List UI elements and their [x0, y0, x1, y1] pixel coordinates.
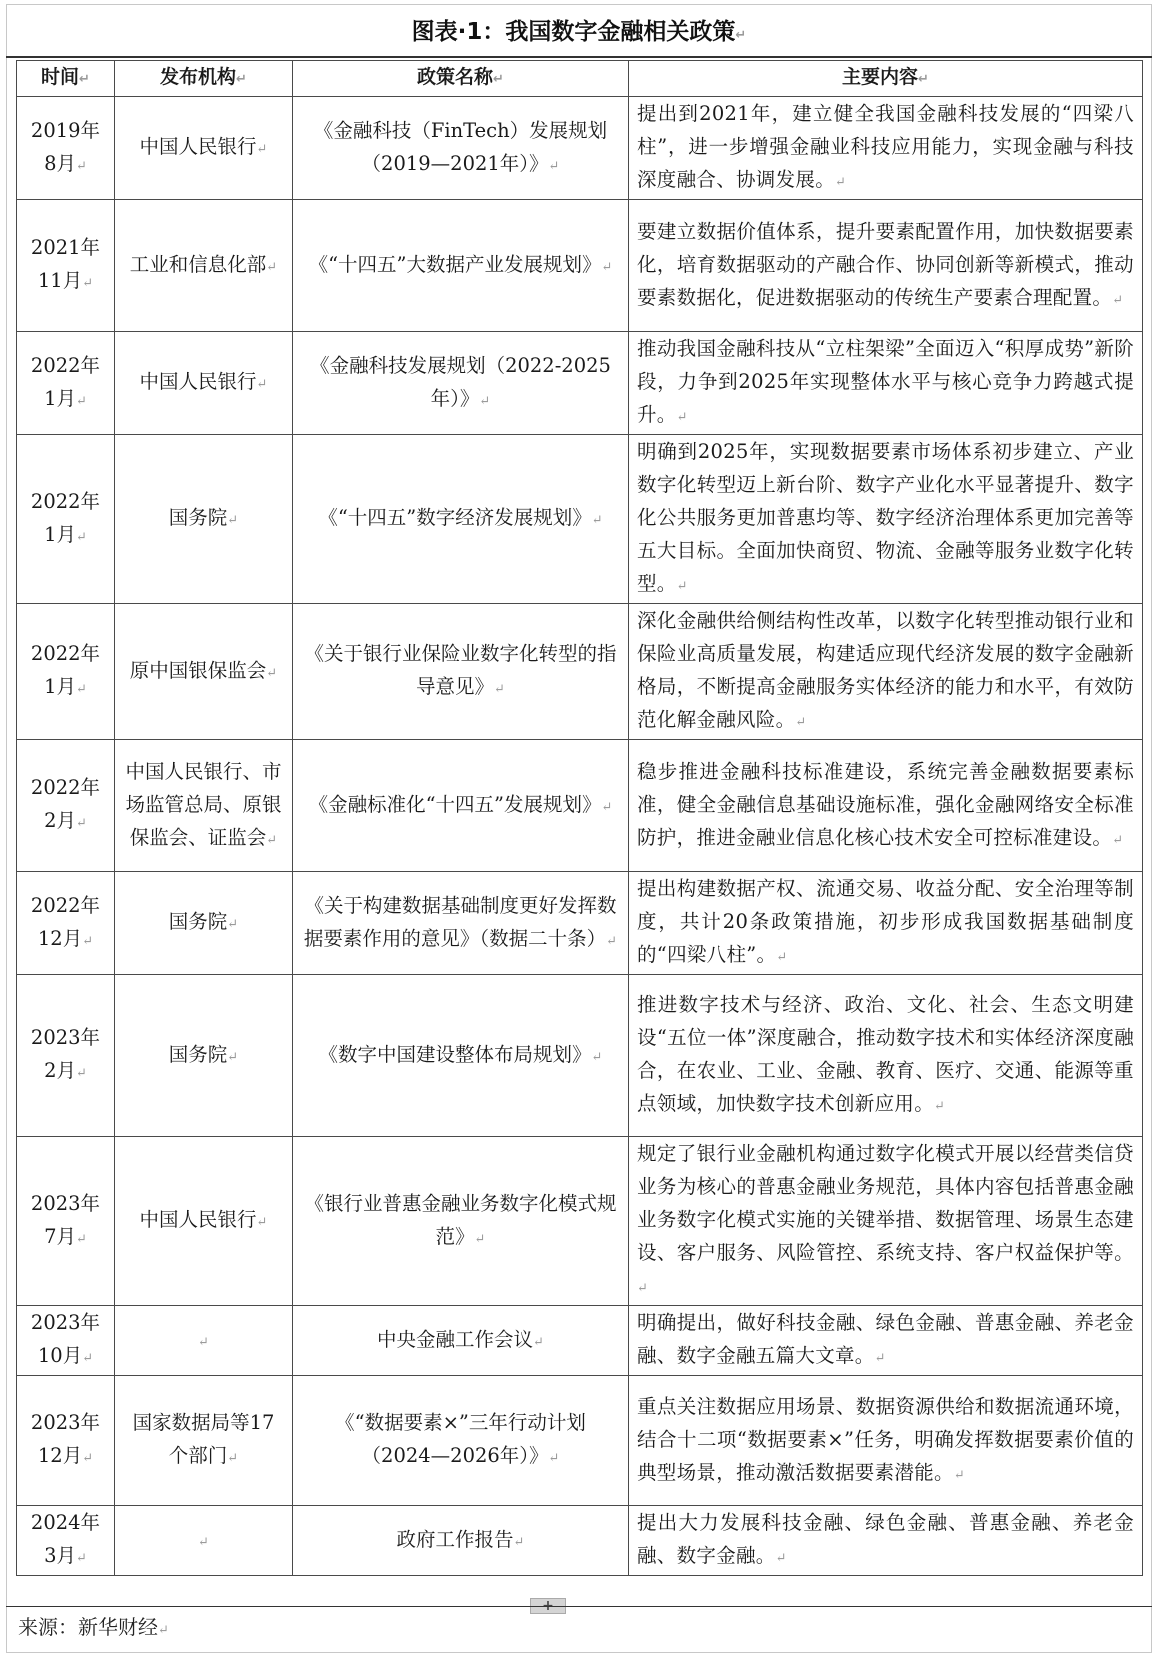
cell-org: 中国人民银行↵ [115, 332, 293, 435]
cell-content: 要建立数据价值体系，提升要素配置作用，加快数据要素化，培育数据驱动的产融合作、协同创新等新模式，推动要素数据化，促进数据驱动的传统生产要素合理配置。↵ [629, 200, 1143, 332]
cell-content: 推动我国金融科技从“立柱架梁”全面迈入“积厚成势”新阶段，力争到2025年实现整体水平与核心竞争力跨越式提升。↵ [629, 332, 1143, 435]
cell-org: 国家数据局等17个部门↵ [115, 1376, 293, 1506]
cell-content: 提出到2021年，建立健全我国金融科技发展的“四梁八柱”，进一步增强金融业科技应用能力，实现金融与科技深度融合、协调发展。↵ [629, 97, 1143, 200]
cell-time: 2022年1月↵ [17, 332, 115, 435]
title-text: 图表·1：我国数字金融相关政策 [411, 19, 736, 45]
cell-content: 明确提出，做好科技金融、绿色金融、普惠金融、养老金融、数字金融五篇大文章。↵ [629, 1306, 1143, 1376]
cell-org: ↵ [115, 1506, 293, 1576]
table-expand-handle[interactable]: + [530, 1598, 566, 1614]
header-name: 政策名称↵ [293, 61, 629, 97]
cell-policy-name: 《银行业普惠金融业务数字化模式规范》↵ [293, 1137, 629, 1306]
cell-policy-name: 《“数据要素×”三年行动计划（2024—2026年）》↵ [293, 1376, 629, 1506]
cell-policy-name: 《数字中国建设整体布局规划》↵ [293, 975, 629, 1137]
cell-content: 提出大力发展科技金融、绿色金融、普惠金融、养老金融、数字金融。↵ [629, 1506, 1143, 1576]
header-content: 主要内容↵ [629, 61, 1143, 97]
cell-time: 2023年10月↵ [17, 1306, 115, 1376]
table-header-row [17, 61, 1143, 97]
cell-content: 深化金融供给侧结构性改革，以数字化转型推动银行业和保险业高质量发展，构建适应现代经济发展的数字金融新格局，不断提高金融服务实体经济的能力和水平，有效防范化解金融风险。↵ [629, 604, 1143, 740]
cell-content: 重点关注数据应用场景、数据资源供给和数据流通环境，结合十二项“数据要素×”任务，明确发挥数据要素价值的典型场景，推动激活数据要素潜能。↵ [629, 1376, 1143, 1506]
table-row [17, 1306, 1143, 1376]
paragraph-mark-icon: ↵ [735, 28, 747, 43]
source-text: 来源：新华财经 [18, 1615, 158, 1639]
table-row [17, 740, 1143, 872]
table-row [17, 97, 1143, 200]
cell-org: 国务院↵ [115, 872, 293, 975]
cell-time: 2022年12月↵ [17, 872, 115, 975]
cell-time: 2024年3月↵ [17, 1506, 115, 1576]
cell-content: 提出构建数据产权、流通交易、收益分配、安全治理等制度，共计20条政策措施，初步形成我国数据基础制度的“四梁八柱”。↵ [629, 872, 1143, 975]
cell-policy-name: 《金融标准化“十四五”发展规划》↵ [293, 740, 629, 872]
table-title [0, 14, 1158, 50]
cell-time: 2022年1月↵ [17, 604, 115, 740]
table-row [17, 1376, 1143, 1506]
cell-org: 中国人民银行↵ [115, 1137, 293, 1306]
cell-time: 2022年2月↵ [17, 740, 115, 872]
title-rule [6, 56, 1152, 58]
cell-time: 2023年7月↵ [17, 1137, 115, 1306]
cell-policy-name: 《金融科技（FinTech）发展规划（2019—2021年）》↵ [293, 97, 629, 200]
cell-org: 中国人民银行↵ [115, 97, 293, 200]
cell-policy-name: 政府工作报告↵ [293, 1506, 629, 1576]
cell-policy-name: 《关于构建数据基础制度更好发挥数据要素作用的意见》（数据二十条）↵ [293, 872, 629, 975]
cell-content: 规定了银行业金融机构通过数字化模式开展以经营类信贷业务为核心的普惠金融业务规范，具体内容包括普惠金融业务数字化模式实施的关键举措、数据管理、场景生态建设、客户服务、风险管控、系统支持、客户权益保护等。↵ [629, 1137, 1143, 1306]
cell-content: 稳步推进金融科技标准建设，系统完善金融数据要素标准，健全金融信息基础设施标准，强化金融网络安全标准防护，推进金融业信息化核心技术安全可控标准建设。↵ [629, 740, 1143, 872]
table-row [17, 200, 1143, 332]
cell-time: 2021年11月↵ [17, 200, 115, 332]
header-org: 发布机构↵ [115, 61, 293, 97]
cell-content: 推进数字技术与经济、政治、文化、社会、生态文明建设“五位一体”深度融合，推动数字技术和实体经济深度融合，在农业、工业、金融、教育、医疗、交通、能源等重点领域，加快数字技术创新应用。↵ [629, 975, 1143, 1137]
cell-time: 2019年8月↵ [17, 97, 115, 200]
table-row [17, 435, 1143, 604]
cell-policy-name: 《关于银行业保险业数字化转型的指导意见》↵ [293, 604, 629, 740]
cell-content: 明确到2025年，实现数据要素市场体系初步建立、产业数字化转型迈上新台阶、数字产业化水平显著提升、数字化公共服务更加普惠均等、数字经济治理体系更加完善等五大目标。全面加快商贸、物流、金融等服务业数字化转型。↵ [629, 435, 1143, 604]
table-row [17, 872, 1143, 975]
cell-org: 中国人民银行、市场监管总局、原银保监会、证监会↵ [115, 740, 293, 872]
table-row [17, 975, 1143, 1137]
cell-org: 工业和信息化部↵ [115, 200, 293, 332]
cell-policy-name: 《“十四五”大数据产业发展规划》↵ [293, 200, 629, 332]
table-row [17, 604, 1143, 740]
cell-time: 2023年2月↵ [17, 975, 115, 1137]
cell-org: 国务院↵ [115, 975, 293, 1137]
cell-org: 国务院↵ [115, 435, 293, 604]
cell-org: ↵ [115, 1306, 293, 1376]
policy-table [16, 60, 1143, 1576]
header-time: 时间↵ [17, 61, 115, 97]
cell-policy-name: 中央金融工作会议↵ [293, 1306, 629, 1376]
table-row [17, 1506, 1143, 1576]
cell-policy-name: 《金融科技发展规划（2022-2025年）》↵ [293, 332, 629, 435]
source-note: 来源：新华财经↵ [18, 1615, 169, 1639]
cell-time: 2023年12月↵ [17, 1376, 115, 1506]
cell-org: 原中国银保监会↵ [115, 604, 293, 740]
source-rule [6, 1606, 1152, 1607]
cell-policy-name: 《“十四五”数字经济发展规划》↵ [293, 435, 629, 604]
table-row [17, 332, 1143, 435]
table-row [17, 1137, 1143, 1306]
cell-time: 2022年1月↵ [17, 435, 115, 604]
